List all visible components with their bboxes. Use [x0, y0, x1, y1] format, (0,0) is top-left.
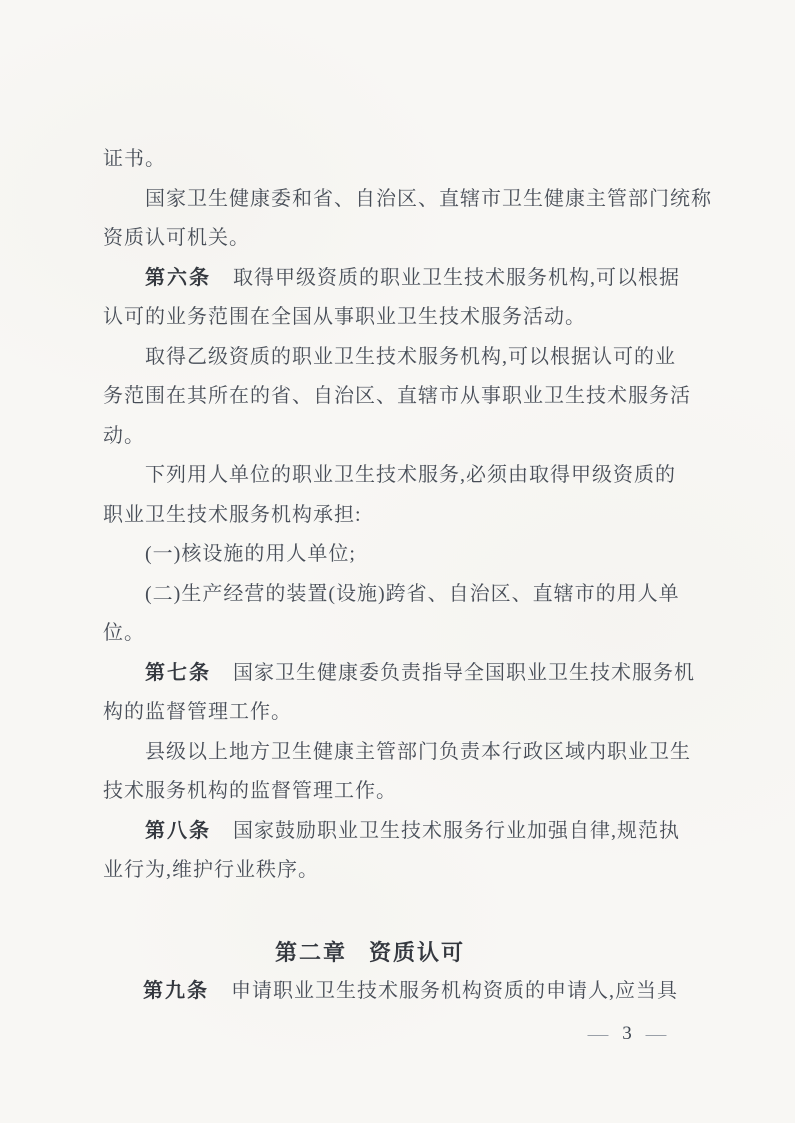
chapter-number: 第二章: [274, 939, 347, 965]
body-text-line: [103, 851, 713, 891]
body-text-line: [103, 140, 713, 180]
body-text-line: [103, 219, 713, 259]
document-body: [103, 140, 713, 1012]
body-text-line: [103, 654, 713, 694]
page-number-dash-left: —: [587, 1023, 609, 1044]
body-text-line: [103, 298, 713, 338]
body-text-run: 业行为,维护行业秩序。: [103, 859, 319, 881]
body-text-run: (一)核设施的用人单位;: [145, 543, 356, 565]
body-text-line: [103, 575, 713, 615]
page-number-value: 3: [622, 1023, 632, 1044]
body-text-run: 取得乙级资质的职业卫生技术服务机构,可以根据认可的业: [145, 345, 676, 368]
body-text-run: 资质认可机关。: [103, 227, 250, 249]
body-text-run: 申请职业卫生技术服务机构资质的申请人,应当具: [231, 980, 678, 1002]
body-text: [103, 140, 713, 891]
body-text-run: 动。: [103, 424, 145, 447]
body-text-line: [103, 693, 713, 733]
article-number: 第七条: [145, 661, 211, 684]
body-text-line: [103, 417, 713, 457]
body-text-run: 下列用人单位的职业卫生技术服务,必须由取得甲级资质的: [145, 464, 676, 486]
body-text-line: [103, 338, 713, 378]
body-text-run: 国家鼓励职业卫生技术服务行业加强自律,规范执: [233, 819, 680, 842]
body-text-run: 县级以上地方卫生健康主管部门负责本行政区域内职业卫生: [145, 740, 691, 763]
body-text-run: 取得甲级资质的职业卫生技术服务机构,可以根据: [233, 266, 680, 289]
body-text-run: 职业卫生技术服务机构承担:: [103, 503, 362, 526]
body-text-line: [103, 535, 713, 575]
article-number: 第八条: [145, 819, 211, 842]
chapter-heading: [65, 933, 675, 973]
body-text-run: 国家卫生健康委和省、自治区、直辖市卫生健康主管部门统称: [145, 187, 712, 210]
article-9-line: [103, 972, 713, 1012]
article-number: 第六条: [145, 266, 211, 289]
body-text-run: 认可的业务范围在全国从事职业卫生技术服务活动。: [103, 306, 586, 328]
body-text-line: [103, 456, 713, 496]
body-text-line: [103, 180, 713, 220]
body-text-run: 证书。: [103, 148, 166, 170]
chapter-title: 资质认可: [369, 939, 466, 965]
body-text-run: 国家卫生健康委负责指导全国职业卫生技术服务机: [233, 661, 695, 684]
body-text-run: 技术服务机构的监督管理工作。: [103, 780, 397, 802]
article-number: 第九条: [143, 980, 209, 1002]
body-text-run: 构的监督管理工作。: [103, 701, 292, 723]
page-number-dash-right: —: [645, 1023, 667, 1044]
body-text-line: [103, 377, 713, 417]
body-text-line: [103, 496, 713, 536]
body-text-run: 务范围在其所在的省、自治区、直辖市从事职业卫生技术服务活: [103, 385, 691, 407]
body-text-line: [103, 614, 713, 654]
body-text-run: 位。: [103, 622, 145, 644]
body-text-line: [103, 772, 713, 812]
body-text-line: [103, 733, 713, 773]
body-text-line: [103, 259, 713, 299]
body-text-run: (二)生产经营的装置(设施)跨省、自治区、直辖市的用人单: [145, 582, 680, 605]
page-number: [552, 1020, 702, 1048]
body-text-line: [103, 812, 713, 852]
